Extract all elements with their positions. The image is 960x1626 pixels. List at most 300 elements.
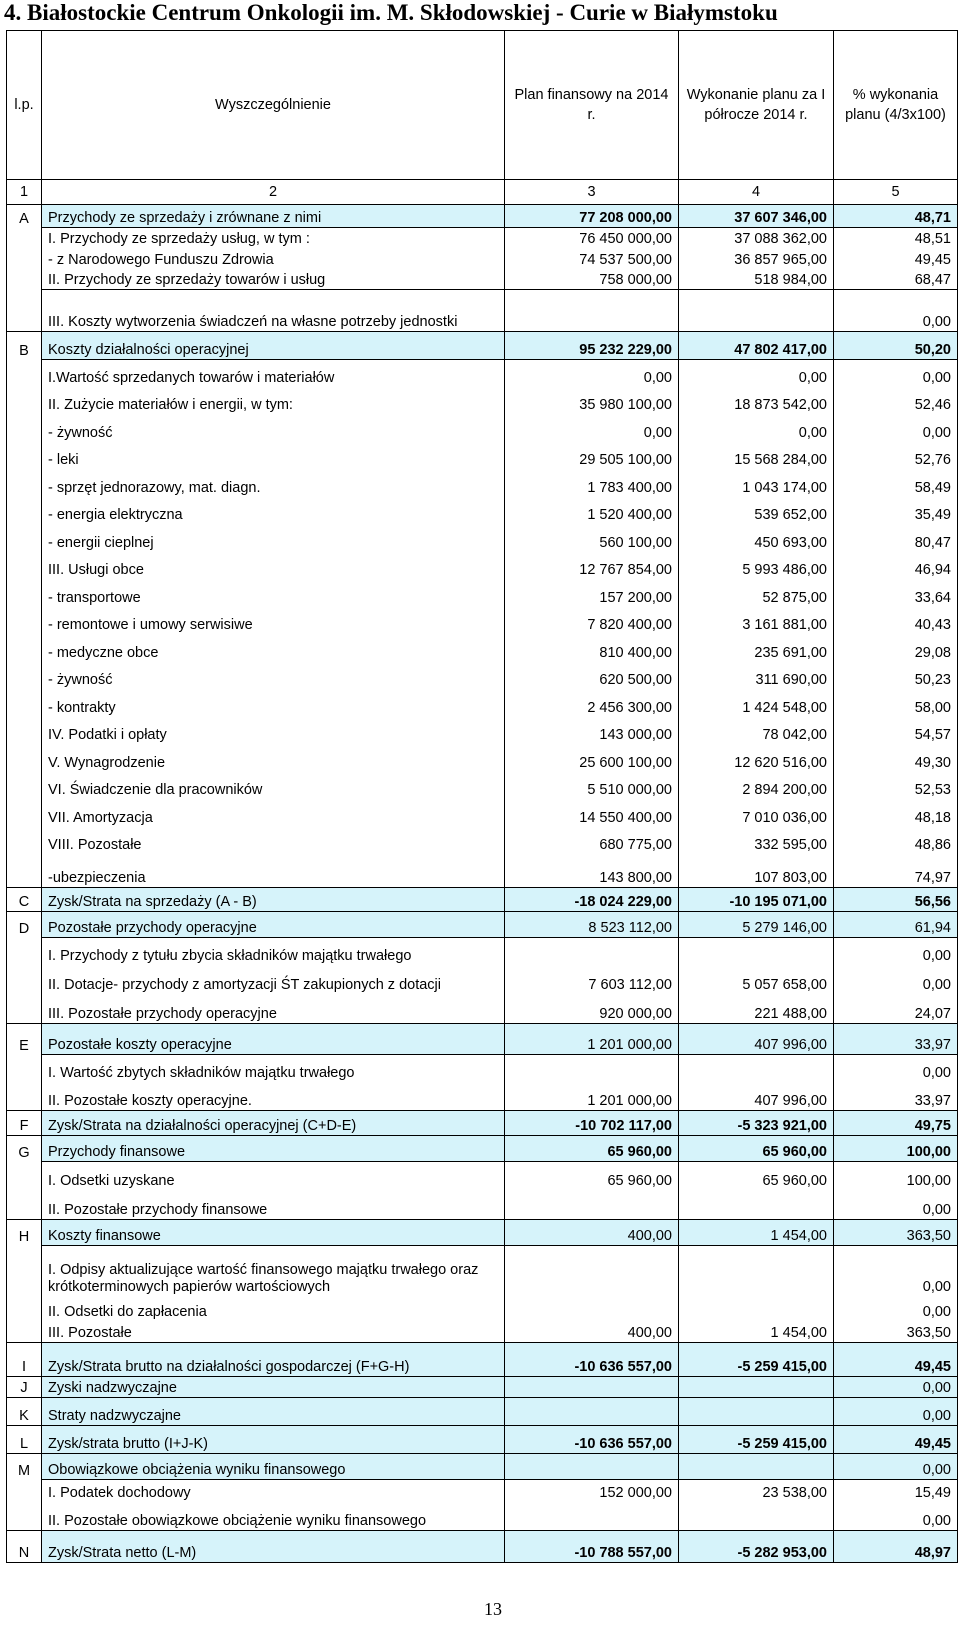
row-plan	[505, 938, 679, 965]
table-row	[7, 524, 958, 552]
row-percent: 58,49	[834, 469, 958, 497]
table-row	[7, 1246, 958, 1296]
row-percent: 56,56	[834, 888, 958, 912]
row-lp	[7, 1082, 42, 1111]
row-lp	[7, 1162, 42, 1190]
row-plan: -10 788 557,00	[505, 1531, 679, 1563]
row-lp	[7, 689, 42, 717]
row-execution: 407 996,00	[679, 1024, 834, 1055]
row-percent: 33,97	[834, 1082, 958, 1111]
row-execution: -10 195 071,00	[679, 888, 834, 912]
row-label: - medyczne obce	[42, 634, 505, 662]
row-percent: 0,00	[834, 1502, 958, 1531]
row-plan: 7 820 400,00	[505, 607, 679, 634]
row-percent: 68,47	[834, 269, 958, 290]
row-lp	[7, 497, 42, 524]
row-plan: 1 783 400,00	[505, 469, 679, 497]
header-execution: Wykonanie planu za I półrocze 2014 r.	[679, 31, 834, 180]
row-plan: 12 767 854,00	[505, 552, 679, 579]
row-plan: 810 400,00	[505, 634, 679, 662]
row-execution: 36 857 965,00	[679, 248, 834, 269]
row-execution: 332 595,00	[679, 827, 834, 854]
row-plan: 76 450 000,00	[505, 228, 679, 248]
row-execution: 37 607 346,00	[679, 205, 834, 228]
row-label: Zyski nadzwyczajne	[42, 1377, 505, 1398]
row-percent: 0,00	[834, 1398, 958, 1426]
table-row	[7, 579, 958, 607]
row-percent: 48,51	[834, 228, 958, 248]
row-label: VIII. Pozostałe	[42, 827, 505, 854]
row-label: I. Odpisy aktualizujące wartość finansowego majątku trwałego oraz krótkoterminowych papierów wartościowych	[42, 1246, 505, 1296]
row-percent: 52,76	[834, 442, 958, 469]
row-lp	[7, 1246, 42, 1296]
table-row	[7, 888, 958, 912]
row-execution: 1 043 174,00	[679, 469, 834, 497]
table-row	[7, 1136, 958, 1162]
table-row	[7, 1321, 958, 1343]
row-lp	[7, 290, 42, 332]
table-row	[7, 1111, 958, 1136]
table-row	[7, 912, 958, 938]
row-plan: 8 523 112,00	[505, 912, 679, 938]
row-percent: 52,46	[834, 387, 958, 414]
row-percent: 54,57	[834, 717, 958, 744]
row-execution: 47 802 417,00	[679, 332, 834, 360]
table-row	[7, 772, 958, 799]
row-label: - transportowe	[42, 579, 505, 607]
row-label: Zysk/Strata na działalności operacyjnej (C+D-E)	[42, 1111, 505, 1136]
row-execution	[679, 290, 834, 332]
row-plan: 0,00	[505, 414, 679, 442]
row-label: VI. Świadczenie dla pracowników	[42, 772, 505, 799]
row-lp: K	[7, 1398, 42, 1426]
table-row	[7, 269, 958, 290]
row-label: II. Dotacje- przychody z amortyzacji ŚT zakupionych z dotacji	[42, 965, 505, 994]
row-label: I. Odsetki uzyskane	[42, 1162, 505, 1190]
row-plan	[505, 1296, 679, 1321]
table-row	[7, 228, 958, 248]
row-percent: 46,94	[834, 552, 958, 579]
table-row	[7, 387, 958, 414]
row-plan	[505, 1055, 679, 1082]
row-lp	[7, 744, 42, 772]
row-label: I. Przychody ze sprzedaży usług, w tym :	[42, 228, 505, 248]
row-percent: 49,45	[834, 248, 958, 269]
row-percent: 74,97	[834, 854, 958, 888]
header-percent: % wykonania planu (4/3x100)	[834, 31, 958, 180]
header-lp: l.p.	[7, 31, 42, 180]
header-description: Wyszczególnienie	[42, 31, 505, 180]
row-plan	[505, 1454, 679, 1480]
row-lp	[7, 994, 42, 1024]
table-row	[7, 442, 958, 469]
row-lp: A	[7, 205, 42, 228]
table-row	[7, 1190, 958, 1220]
row-execution: 518 984,00	[679, 269, 834, 290]
row-lp	[7, 965, 42, 994]
row-percent: 40,43	[834, 607, 958, 634]
row-execution: 0,00	[679, 360, 834, 387]
row-plan: 920 000,00	[505, 994, 679, 1024]
row-label: II. Zużycie materiałów i energii, w tym:	[42, 387, 505, 414]
row-execution: 235 691,00	[679, 634, 834, 662]
row-plan: 29 505 100,00	[505, 442, 679, 469]
row-percent: 52,53	[834, 772, 958, 799]
row-execution: 12 620 516,00	[679, 744, 834, 772]
row-label: - sprzęt jednorazowy, mat. diagn.	[42, 469, 505, 497]
row-lp	[7, 717, 42, 744]
column-number: 1	[7, 180, 42, 205]
row-label: - energii cieplnej	[42, 524, 505, 552]
row-label: IV. Podatki i opłaty	[42, 717, 505, 744]
row-plan: 620 500,00	[505, 662, 679, 689]
table-row	[7, 552, 958, 579]
row-execution: 450 693,00	[679, 524, 834, 552]
row-lp: D	[7, 912, 42, 938]
table-row	[7, 854, 958, 888]
page-title: 4. Białostockie Centrum Onkologii im. M. Skłodowskiej - Curie w Białymstoku	[4, 0, 778, 25]
row-execution: 5 057 658,00	[679, 965, 834, 994]
table-row	[7, 469, 958, 497]
row-percent: 0,00	[834, 965, 958, 994]
row-percent: 24,07	[834, 994, 958, 1024]
row-plan	[505, 1502, 679, 1531]
column-number-row	[7, 180, 958, 205]
row-label: Przychody ze sprzedaży i zrównane z nimi	[42, 205, 505, 228]
row-plan: 65 960,00	[505, 1162, 679, 1190]
table-row	[7, 1426, 958, 1454]
row-percent: 35,49	[834, 497, 958, 524]
row-execution: 2 894 200,00	[679, 772, 834, 799]
row-lp: I	[7, 1343, 42, 1377]
row-lp	[7, 414, 42, 442]
table-row	[7, 1377, 958, 1398]
row-percent: 100,00	[834, 1162, 958, 1190]
row-plan: 680 775,00	[505, 827, 679, 854]
row-label: III. Usługi obce	[42, 552, 505, 579]
row-execution: 107 803,00	[679, 854, 834, 888]
row-percent: 0,00	[834, 1055, 958, 1082]
row-lp: M	[7, 1454, 42, 1480]
row-execution	[679, 1502, 834, 1531]
column-number: 3	[505, 180, 679, 205]
table-row	[7, 717, 958, 744]
table-row	[7, 1502, 958, 1531]
row-execution: 0,00	[679, 414, 834, 442]
row-execution: 23 538,00	[679, 1480, 834, 1502]
row-label: II. Pozostałe koszty operacyjne.	[42, 1082, 505, 1111]
row-lp	[7, 772, 42, 799]
row-percent: 29,08	[834, 634, 958, 662]
table-row	[7, 332, 958, 360]
row-execution: 78 042,00	[679, 717, 834, 744]
row-label: Koszty finansowe	[42, 1220, 505, 1246]
row-lp	[7, 607, 42, 634]
row-label: Przychody finansowe	[42, 1136, 505, 1162]
row-lp	[7, 469, 42, 497]
row-percent: 80,47	[834, 524, 958, 552]
row-lp	[7, 1502, 42, 1531]
table-row	[7, 994, 958, 1024]
table-row	[7, 1082, 958, 1111]
row-execution: 5 993 486,00	[679, 552, 834, 579]
row-percent: 100,00	[834, 1136, 958, 1162]
header-row	[7, 31, 958, 180]
table-row	[7, 799, 958, 827]
row-plan: -10 702 117,00	[505, 1111, 679, 1136]
row-label: Pozostałe koszty operacyjne	[42, 1024, 505, 1055]
row-execution: 221 488,00	[679, 994, 834, 1024]
row-label: II. Odsetki do zapłacenia	[42, 1296, 505, 1321]
row-execution	[679, 1454, 834, 1480]
row-plan: 400,00	[505, 1321, 679, 1343]
row-plan: 1 201 000,00	[505, 1082, 679, 1111]
table-row	[7, 1343, 958, 1377]
row-execution	[679, 1296, 834, 1321]
row-lp: C	[7, 888, 42, 912]
row-percent: 48,97	[834, 1531, 958, 1563]
row-execution: 7 010 036,00	[679, 799, 834, 827]
row-plan: 400,00	[505, 1220, 679, 1246]
column-number: 2	[42, 180, 505, 205]
row-execution: 1 454,00	[679, 1220, 834, 1246]
row-plan: 152 000,00	[505, 1480, 679, 1502]
row-lp	[7, 579, 42, 607]
table-row	[7, 1296, 958, 1321]
row-plan	[505, 1398, 679, 1426]
row-lp	[7, 799, 42, 827]
table-row	[7, 744, 958, 772]
row-execution: -5 282 953,00	[679, 1531, 834, 1563]
column-number: 5	[834, 180, 958, 205]
row-lp	[7, 938, 42, 965]
row-lp	[7, 360, 42, 387]
row-percent: 0,00	[834, 1377, 958, 1398]
row-label: - z Narodowego Funduszu Zdrowia	[42, 248, 505, 269]
row-label: -ubezpieczenia	[42, 854, 505, 888]
table-row	[7, 607, 958, 634]
row-plan	[505, 290, 679, 332]
row-label: II. Pozostałe przychody finansowe	[42, 1190, 505, 1220]
row-execution: 407 996,00	[679, 1082, 834, 1111]
row-execution	[679, 1398, 834, 1426]
row-execution	[679, 1377, 834, 1398]
table-row	[7, 1024, 958, 1055]
row-execution: 37 088 362,00	[679, 228, 834, 248]
row-execution	[679, 1055, 834, 1082]
table-row	[7, 938, 958, 965]
table-row	[7, 965, 958, 994]
row-percent: 49,45	[834, 1426, 958, 1454]
row-percent: 50,20	[834, 332, 958, 360]
row-label: Zysk/strata brutto (I+J-K)	[42, 1426, 505, 1454]
row-plan: 1 201 000,00	[505, 1024, 679, 1055]
row-lp: B	[7, 332, 42, 360]
row-plan	[505, 1190, 679, 1220]
row-lp	[7, 1321, 42, 1343]
row-label: II. Przychody ze sprzedaży towarów i usług	[42, 269, 505, 290]
table-row	[7, 205, 958, 228]
row-percent: 61,94	[834, 912, 958, 938]
row-label: Zysk/Strata netto (L-M)	[42, 1531, 505, 1563]
financial-table	[6, 30, 958, 1563]
row-plan: 65 960,00	[505, 1136, 679, 1162]
table-row	[7, 1454, 958, 1480]
row-plan: 560 100,00	[505, 524, 679, 552]
row-plan: 758 000,00	[505, 269, 679, 290]
row-plan: 77 208 000,00	[505, 205, 679, 228]
row-lp	[7, 387, 42, 414]
row-lp	[7, 524, 42, 552]
row-plan: 1 520 400,00	[505, 497, 679, 524]
row-plan: 14 550 400,00	[505, 799, 679, 827]
table-row	[7, 689, 958, 717]
row-percent: 33,64	[834, 579, 958, 607]
row-lp	[7, 228, 42, 248]
row-percent: 50,23	[834, 662, 958, 689]
table-row	[7, 1162, 958, 1190]
row-label: Zysk/Strata na sprzedaży (A - B)	[42, 888, 505, 912]
row-label: - energia elektryczna	[42, 497, 505, 524]
row-lp	[7, 1296, 42, 1321]
table-row	[7, 414, 958, 442]
table-row	[7, 497, 958, 524]
row-plan: 35 980 100,00	[505, 387, 679, 414]
row-execution	[679, 938, 834, 965]
row-lp	[7, 269, 42, 290]
row-plan: -18 024 229,00	[505, 888, 679, 912]
row-plan: 0,00	[505, 360, 679, 387]
row-lp: F	[7, 1111, 42, 1136]
row-execution: 311 690,00	[679, 662, 834, 689]
table-row	[7, 360, 958, 387]
table-row	[7, 827, 958, 854]
row-percent: 0,00	[834, 1190, 958, 1220]
row-label: III. Koszty wytworzenia świadczeń na własne potrzeby jednostki	[42, 290, 505, 332]
row-label: I. Wartość zbytych składników majątku trwałego	[42, 1055, 505, 1082]
row-label: I. Podatek dochodowy	[42, 1480, 505, 1502]
row-label: II. Pozostałe obowiązkowe obciążenie wyniku finansowego	[42, 1502, 505, 1531]
column-number: 4	[679, 180, 834, 205]
row-lp	[7, 634, 42, 662]
row-plan: 157 200,00	[505, 579, 679, 607]
row-percent: 0,00	[834, 414, 958, 442]
row-lp	[7, 1055, 42, 1082]
table-row	[7, 1531, 958, 1563]
row-percent: 49,30	[834, 744, 958, 772]
row-percent: 363,50	[834, 1220, 958, 1246]
row-lp	[7, 1480, 42, 1502]
row-execution: 5 279 146,00	[679, 912, 834, 938]
row-label: Zysk/Strata brutto na działalności gospodarczej (F+G-H)	[42, 1343, 505, 1377]
row-label: Pozostałe przychody operacyjne	[42, 912, 505, 938]
row-lp	[7, 1190, 42, 1220]
row-percent: 48,71	[834, 205, 958, 228]
table-row	[7, 1055, 958, 1082]
table-row	[7, 634, 958, 662]
row-execution	[679, 1190, 834, 1220]
row-label: Obowiązkowe obciążenia wyniku finansowego	[42, 1454, 505, 1480]
row-plan: -10 636 557,00	[505, 1343, 679, 1377]
row-lp: N	[7, 1531, 42, 1563]
row-lp	[7, 827, 42, 854]
row-label: - żywność	[42, 662, 505, 689]
row-execution: 65 960,00	[679, 1162, 834, 1190]
row-lp: L	[7, 1426, 42, 1454]
row-label: VII. Amortyzacja	[42, 799, 505, 827]
row-execution: 15 568 284,00	[679, 442, 834, 469]
row-plan: 143 000,00	[505, 717, 679, 744]
row-label: I. Przychody z tytułu zbycia składników majątku trwałego	[42, 938, 505, 965]
row-percent: 48,18	[834, 799, 958, 827]
row-percent: 0,00	[834, 938, 958, 965]
row-label: V. Wynagrodzenie	[42, 744, 505, 772]
row-percent: 48,86	[834, 827, 958, 854]
row-plan: 95 232 229,00	[505, 332, 679, 360]
row-plan: 2 456 300,00	[505, 689, 679, 717]
row-lp: E	[7, 1024, 42, 1055]
row-percent: 49,75	[834, 1111, 958, 1136]
row-percent: 0,00	[834, 1296, 958, 1321]
table-row	[7, 1398, 958, 1426]
row-label: III. Pozostałe przychody operacyjne	[42, 994, 505, 1024]
row-plan: 7 603 112,00	[505, 965, 679, 994]
row-percent: 49,45	[834, 1343, 958, 1377]
row-execution: -5 259 415,00	[679, 1343, 834, 1377]
table-row	[7, 1220, 958, 1246]
table-row	[7, 248, 958, 269]
row-lp: H	[7, 1220, 42, 1246]
row-percent: 15,49	[834, 1480, 958, 1502]
header-plan: Plan finansowy na 2014 r.	[505, 31, 679, 180]
row-execution: 1 424 548,00	[679, 689, 834, 717]
row-percent: 58,00	[834, 689, 958, 717]
row-plan: 25 600 100,00	[505, 744, 679, 772]
row-execution: 65 960,00	[679, 1136, 834, 1162]
row-lp	[7, 854, 42, 888]
page-number: 13	[484, 1599, 502, 1619]
row-percent: 0,00	[834, 1246, 958, 1296]
row-plan	[505, 1246, 679, 1296]
row-plan	[505, 1377, 679, 1398]
row-execution: 52 875,00	[679, 579, 834, 607]
table-row	[7, 1480, 958, 1502]
row-lp: G	[7, 1136, 42, 1162]
row-percent: 363,50	[834, 1321, 958, 1343]
row-percent: 0,00	[834, 360, 958, 387]
row-lp	[7, 662, 42, 689]
row-percent: 0,00	[834, 1454, 958, 1480]
row-label: I.Wartość sprzedanych towarów i materiałów	[42, 360, 505, 387]
table-row	[7, 662, 958, 689]
row-label: - remontowe i umowy serwisiwe	[42, 607, 505, 634]
row-percent: 0,00	[834, 290, 958, 332]
row-label: - kontrakty	[42, 689, 505, 717]
row-label: - żywność	[42, 414, 505, 442]
row-plan: 74 537 500,00	[505, 248, 679, 269]
row-execution: -5 323 921,00	[679, 1111, 834, 1136]
row-execution: 3 161 881,00	[679, 607, 834, 634]
row-lp: J	[7, 1377, 42, 1398]
row-lp	[7, 552, 42, 579]
row-lp	[7, 442, 42, 469]
row-plan: 143 800,00	[505, 854, 679, 888]
row-label: Straty nadzwyczajne	[42, 1398, 505, 1426]
row-plan: 5 510 000,00	[505, 772, 679, 799]
row-label: III. Pozostałe	[42, 1321, 505, 1343]
row-label: - leki	[42, 442, 505, 469]
row-lp	[7, 248, 42, 269]
